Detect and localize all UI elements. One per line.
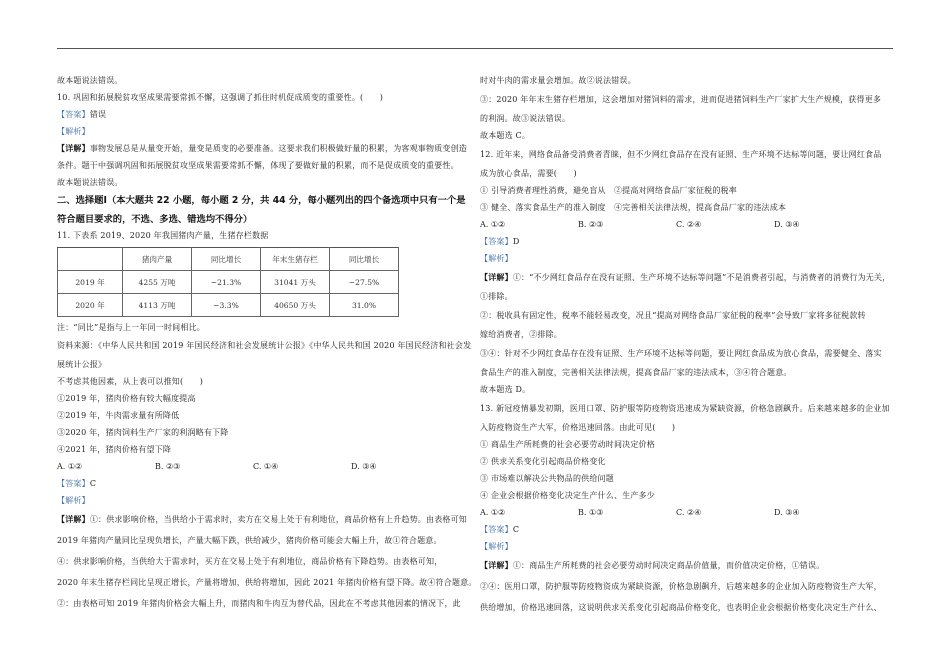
table-cell: 2019 年 — [58, 271, 123, 294]
option-b: B. ②③ — [578, 220, 604, 229]
left-column — [57, 72, 475, 614]
choice-item: ③ 市场难以解决公共物品的供给问题 — [480, 474, 614, 483]
answer-value: C — [89, 479, 97, 488]
table-row — [58, 271, 399, 294]
choice-item: ①2019 年，猪肉价格有较大幅度提高 — [57, 394, 196, 403]
option-c: C. ②④ — [676, 220, 702, 229]
question-11-continued — [480, 72, 898, 144]
option-a: A. ①② — [57, 462, 83, 471]
question-10 — [57, 89, 475, 191]
detail-line — [480, 267, 898, 288]
table-cell: 4113 万吨 — [123, 294, 192, 317]
detail-line: 2019 年猪肉产量同比呈现负增长，产量大幅下跌，供给减少，猪肉价格可能会大幅上升，故①符合题意。 — [57, 536, 442, 545]
table-cell: 31.0% — [330, 294, 399, 317]
question-prompt: 不考虑其他因素，从上表可以推知( ) — [57, 377, 204, 386]
section-title: 二、选择题Ⅰ（本大题共 22 小题，每小题 2 分，共 44 分，每小题列出的四个备选项中只有一个是 — [57, 195, 466, 206]
header-rule — [57, 48, 893, 49]
detail-line: ①排除。 — [480, 292, 513, 301]
table-cell: 40650 万头 — [261, 294, 330, 317]
question-12 — [480, 144, 898, 398]
answer-line — [480, 521, 898, 538]
detail-line: 嫁给消费者，②排除。 — [480, 330, 562, 339]
option-a: A. ①② — [480, 220, 506, 229]
section-title: 符合题目要求的，不选、多选、错选均不得分） — [57, 214, 253, 225]
choice-item: ③ 健全、落实食品生产的准入制度 ④完善相关法律法规，提高食品厂家的违法成本 — [480, 203, 787, 212]
detail-text: ①：供求影响价格，当供给小于需求时，卖方在交易上处于有利地位，商品价格有上升趋势。由表格可知 — [89, 515, 468, 524]
detail-line: 的利润。故③说法错误。 — [480, 114, 571, 123]
choice-item: ②2019 年，牛肉需求量有所降低 — [57, 411, 180, 420]
detail-tag: 【详解】 — [57, 514, 90, 524]
option-d: D. ③④ — [774, 220, 800, 229]
source-line: 展统计公报》 — [57, 360, 107, 369]
analysis-tag: 【解析】 — [57, 127, 90, 136]
choice-item: ④ 企业会根据价格变化决定生产什么、生产多少 — [480, 491, 655, 500]
options-row — [480, 216, 898, 233]
detail-text: ①：商品生产所耗费的社会必要劳动时间决定商品价值量，而价值决定价格，①错误。 — [512, 561, 825, 570]
options-row — [57, 458, 475, 475]
table-row — [58, 294, 399, 317]
detail-line — [480, 555, 898, 576]
table-cell: −27.5% — [330, 271, 399, 294]
choice-item: ① 商品生产所耗费的社会必要劳动时间决定价格 — [480, 440, 655, 449]
question-stem: 入防疫物资生产大军，价格迅速回落。由此可见( ) — [480, 423, 676, 432]
question-stem: 10. 巩固和拓展脱贫攻坚成果需要常抓不懈，这强调了抓住时机促成质变的重要性。( ) — [57, 93, 384, 102]
question-11 — [57, 229, 475, 614]
analysis-tag: 【解析】 — [480, 254, 513, 263]
detail-line: 条件。题干中强调巩固和拓展脱贫攻坚成果需要常抓不懈，体现了要做好量的积累，而不是促成质变的重要性。 — [57, 161, 459, 170]
answer-value: 错误 — [89, 110, 107, 119]
question-stem: 12. 近年来，网络食品备受消费者青睐，但不少网红食品存在没有证照、生产环境不达标等问题，要让网红食品 — [480, 150, 882, 159]
detail-line: 供给增加，价格迅速回落，这说明供求关系变化引起商品价格变化，也表明企业会根据价格变化决定生产什么、 — [480, 603, 882, 612]
choice-item: ② 供求关系变化引起商品价格变化 — [480, 457, 606, 466]
detail-text: 事物发展总是从量变开始，量变是质变的必要准备。这要求我们积极做好量的积累，为客观事物质变创造 — [89, 144, 468, 153]
detail-tag: 【详解】 — [480, 272, 513, 282]
table-cell: 猪肉产量 — [123, 248, 192, 271]
detail-line — [57, 509, 475, 530]
answer-line — [480, 233, 898, 250]
detail-tag: 【详解】 — [480, 560, 513, 570]
detail-line: 故本题说法错误。 — [57, 178, 123, 187]
text-line: 故本题说法错误。 — [57, 76, 123, 85]
choice-item: ③2020 年，猪肉饲料生产厂家的利润略有下降 — [57, 428, 229, 437]
detail-line: 时对牛肉的需求量会增加。故②说法错误。 — [480, 76, 636, 85]
detail-line: ④：供求影响价格，当供给大于需求时，买方在交易上处于有利地位，商品价格有下降趋势。由表格可知， — [57, 557, 443, 566]
option-a: A. ①② — [480, 508, 506, 517]
analysis-tag: 【解析】 — [57, 496, 90, 505]
detail-line: 食品生产的准入制度，完善相关法律法规，提高食品厂家的违法成本，③④符合题意。 — [480, 368, 792, 377]
answer-tag: 【答案】 — [480, 237, 513, 246]
table-header-row — [58, 248, 399, 271]
table-note: 注：“同比”是指与上一年同一时间相比。 — [57, 323, 205, 332]
question-stem: 13. 新冠疫情暴发初期，医用口罩、防护服等防疫物资迅速成为紧缺资源，价格急剧飙升。后来越来越多的企业加 — [480, 404, 890, 413]
table-cell: 2020 年 — [58, 294, 123, 317]
source-line: 资料来源：《中华人民共和国 2019 年国民经济和社会发展统计公报》《中华人民共和国 2020 年国民经济和社会发 — [57, 341, 472, 350]
answer-value: D — [512, 237, 520, 246]
detail-line: ③：2020 年年末生猪存栏增加，这会增加对猪饲料的需求，进而促进猪饲料生产厂家扩大生产规模，获得更多 — [480, 95, 882, 104]
data-table — [57, 247, 399, 317]
option-d: D. ③④ — [774, 508, 800, 517]
conclusion-line: 故本题选 C。 — [480, 131, 531, 140]
answer-tag: 【答案】 — [57, 479, 90, 488]
detail-line: 2020 年末生猪存栏同比呈现正增长，产量将增加，供给将增加，因此 2021 年猪肉价格有望下降。故④符合题意。 — [57, 578, 477, 587]
table-cell: −21.3% — [192, 271, 261, 294]
answer-line — [57, 106, 475, 123]
detail-text: ①：“不少网红食品存在没有证照、生产环境不达标等问题”不是消费者引起，与消费者的消费行为无关， — [512, 273, 891, 282]
answer-tag: 【答案】 — [480, 525, 513, 534]
right-column — [480, 72, 898, 618]
option-b: B. ②③ — [155, 462, 181, 471]
analysis-tag: 【解析】 — [480, 542, 513, 551]
table-cell: 同比增长 — [330, 248, 399, 271]
options-row — [480, 504, 898, 521]
conclusion-line: 故本题选 D。 — [480, 385, 531, 394]
answer-line — [57, 475, 475, 492]
detail-line — [57, 140, 475, 157]
option-c: C. ①④ — [253, 462, 279, 471]
detail-line: ②：由表格可知 2019 年猪肉价格会大幅上升，而猪肉和牛肉互为替代品，因此在不考虑其他因素的情况下，此 — [57, 599, 461, 608]
detail-line: ③④：针对不少网红食品存在没有证照、生产环境不达标等问题，要让网红食品成为放心食品，需要健全、落实 — [480, 349, 882, 358]
table-cell: 31041 万头 — [261, 271, 330, 294]
table-cell — [58, 248, 123, 271]
option-b: B. ①③ — [578, 508, 604, 517]
option-c: C. ②④ — [676, 508, 702, 517]
answer-tag: 【答案】 — [57, 110, 90, 119]
choice-item: ① 引导消费者理性消费，避免盲从 ②提高对网络食品厂家征税的税率 — [480, 186, 737, 195]
option-d: D. ③④ — [351, 462, 377, 471]
table-cell: 4255 万吨 — [123, 271, 192, 294]
question-stem: 成为放心食品，需要( ) — [480, 169, 577, 178]
question-13 — [480, 398, 898, 618]
detail-line: ②：税收具有固定性，税率不能轻易改变，况且“提高对网络食品厂家征税的税率”会导致厂家将多征税款转 — [480, 311, 866, 320]
answer-value: C — [512, 525, 520, 534]
table-cell: 年末生猪存栏 — [261, 248, 330, 271]
choice-item: ④2021 年，猪肉价格有望下降 — [57, 445, 172, 454]
detail-tag: 【详解】 — [57, 143, 90, 153]
table-cell: −3.3% — [192, 294, 261, 317]
question-stem: 11. 下表系 2019、2020 年我国猪肉产量，生猪存栏数据 — [57, 231, 269, 240]
detail-line: ②④：医用口罩，防护服等防疫物资成为紧缺资源，价格急剧飙升，后越来越多的企业加入防疫物资生产大军， — [480, 582, 882, 591]
table-cell: 同比增长 — [192, 248, 261, 271]
